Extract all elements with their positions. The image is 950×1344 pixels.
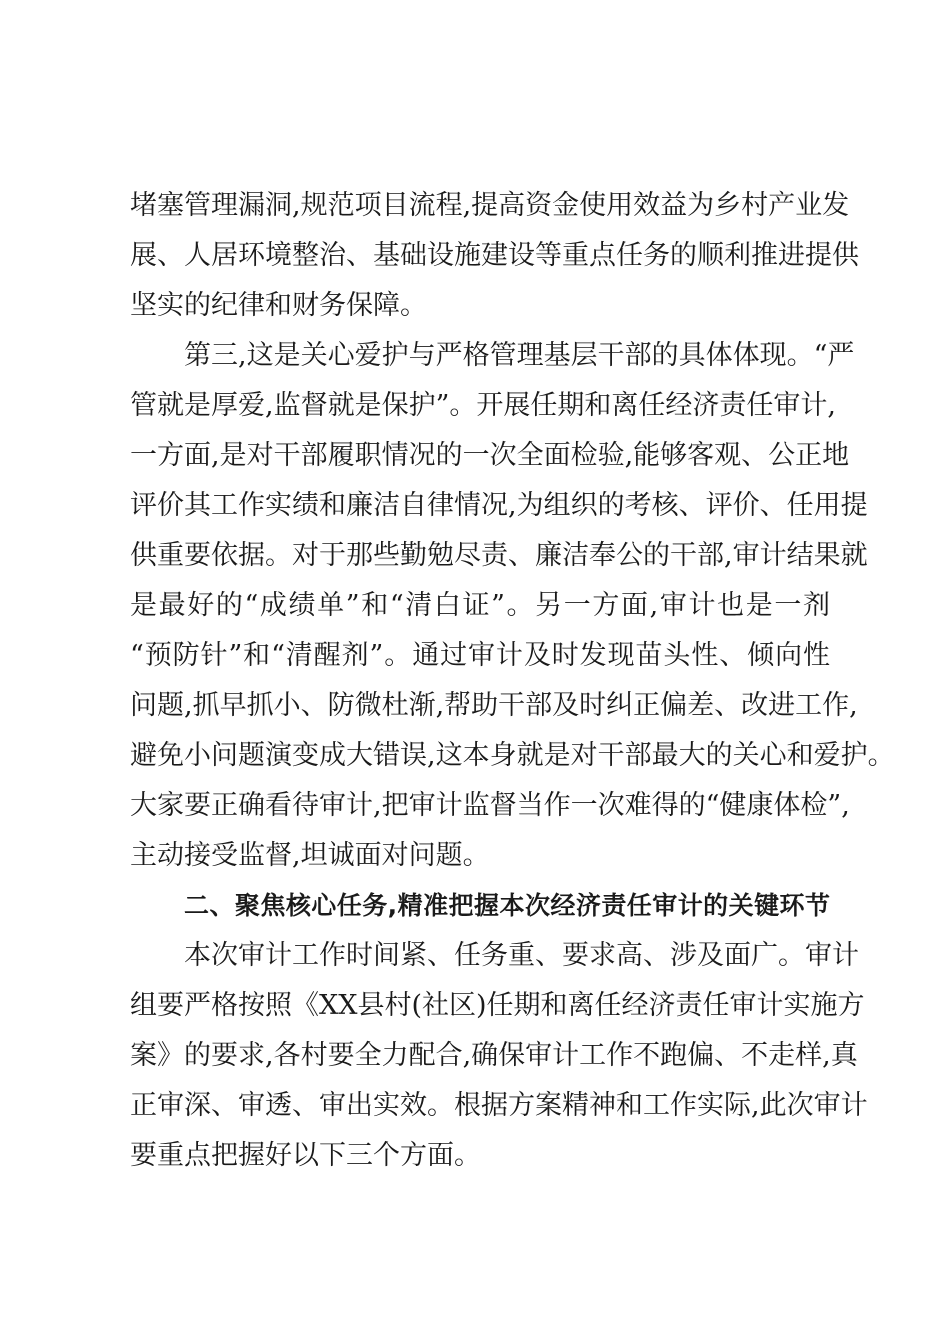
text-line: 组要严格按照《XX县村(社区)任期和离任经济责任审计实施方	[130, 990, 865, 1021]
text-line: 是最好的“成绩单”和“清白证”。另一方面,审计也是一剂	[130, 590, 830, 621]
text-line: 管就是厚爱,监督就是保护”。开展任期和离任经济责任审计,	[130, 390, 836, 421]
text-line: 避免小问题演变成大错误,这本身就是对干部最大的关心和爱护。	[130, 740, 895, 771]
text-line: 要重点把握好以下三个方面。	[130, 1140, 481, 1171]
text-line: 主动接受监督,坦诚面对问题。	[130, 840, 490, 871]
text-line: 评价其工作实绩和廉洁自律情况,为组织的考核、评价、任用提	[130, 490, 868, 521]
text-line: 大家要正确看待审计,把审计监督当作一次难得的“健康体检”,	[130, 790, 850, 821]
section-heading: 二、聚焦核心任务,精准把握本次经济责任审计的关键环节	[184, 891, 830, 920]
text-line: 供重要依据。对于那些勤勉尽责、廉洁奉公的干部,审计结果就	[130, 540, 868, 571]
text-line: 堵塞管理漏洞,规范项目流程,提高资金使用效益为乡村产业发	[130, 190, 850, 221]
text-line: 问题,抓早抓小、防微杜渐,帮助干部及时纠正偏差、改进工作,	[130, 690, 858, 721]
text-line: 正审深、审透、审出实效。根据方案精神和工作实际,此次审计	[130, 1090, 868, 1121]
text-line: 展、人居环境整治、基础设施建设等重点任务的顺利推进提供	[130, 240, 859, 271]
text-line: 本次审计工作时间紧、任务重、要求高、涉及面广。审计	[184, 940, 859, 971]
text-line: 第三,这是关心爱护与严格管理基层干部的具体体现。“严	[184, 340, 855, 371]
text-line: 坚实的纪律和财务保障。	[130, 290, 427, 321]
text-line: 一方面,是对干部履职情况的一次全面检验,能够客观、公正地	[130, 440, 850, 471]
text-line: 案》的要求,各村要全力配合,确保审计工作不跑偏、不走样,真	[130, 1040, 858, 1071]
text-line: “预防针”和“清醒剂”。通过审计及时发现苗头性、倾向性	[130, 640, 830, 671]
